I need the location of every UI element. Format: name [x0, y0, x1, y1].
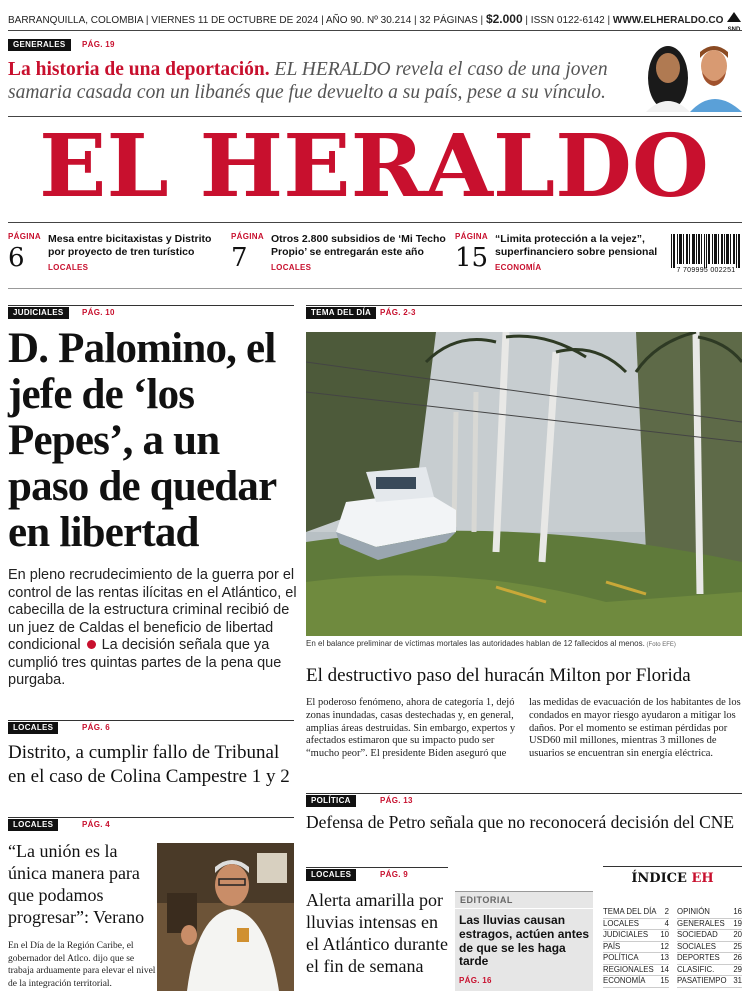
locales2-body: En el Día de la Región Caribe, el gobernador del Atlco. dijo que se trabaja arduamente para elevar el nivel de la integración territorial. — [8, 941, 156, 989]
teaser-2-label: PÁGINA — [231, 232, 264, 241]
teaser-3-label: PÁGINA — [455, 232, 488, 241]
lead-page: PÁG. 10 — [82, 308, 115, 317]
index-row[interactable] — [603, 930, 669, 942]
eh-logo: EH — [691, 871, 714, 886]
teaser-3-section: ECONOMÍA — [495, 263, 542, 272]
index-page-number: 16 — [733, 907, 742, 916]
politica-headline[interactable]: Defensa de Petro señala que no reconocerá decisión del CNE — [306, 812, 735, 832]
banner-tag: GENERALES — [8, 39, 71, 51]
tema-page: PÁG. 2-3 — [380, 308, 416, 317]
teaser-1-page-number: 6 — [8, 243, 25, 273]
index-page-number: 12 — [660, 941, 669, 951]
editorial-page: PÁG. 16 — [459, 976, 492, 985]
index-page-number: 2 — [664, 907, 669, 916]
teaser-1-section: LOCALES — [48, 263, 89, 272]
lead-body-2: La decisión señala que ya cumplió tres quintas partes de la pena que purgaba. — [8, 637, 282, 688]
hurricane-photo-image — [306, 332, 742, 636]
index-row[interactable] — [603, 965, 669, 977]
teaser-2-section: LOCALES — [271, 263, 312, 272]
index-title — [603, 871, 742, 886]
locales3-page: PÁG. 9 — [380, 870, 409, 879]
index-section: LOCALES — [603, 918, 639, 928]
locales1-tag: LOCALES — [8, 722, 58, 734]
lead-rule — [8, 305, 294, 306]
couple-photo — [638, 38, 742, 112]
photo-caption: En el balance preliminar de víctimas mortales las autoridades hablan de 12 fallecidos al menos. (Foto EFE) — [306, 639, 676, 648]
locales2-page: PÁG. 4 — [82, 820, 111, 829]
index-row[interactable] — [677, 930, 742, 942]
locales1-rule — [8, 720, 294, 721]
website-link[interactable]: WWW.ELHERALDO.CO — [612, 15, 724, 26]
top-info-text: BARRANQUILLA, COLOMBIA | VIERNES 11 DE OCTUBRE DE 2024 | AÑO 90. Nº 30.214 | 32 PÁGINAS | — [8, 15, 486, 26]
index-section: SOCIALES — [677, 941, 716, 951]
banner-page: PÁG. 19 — [82, 40, 115, 49]
index-section: CLASIFIC. — [677, 964, 715, 974]
index-section: PAÍS — [603, 941, 621, 951]
politica-rule — [306, 793, 742, 794]
editorial-headline: Las lluvias causan estragos, actúen antes de que se les haga tarde — [459, 913, 590, 969]
photo-caption-text: En el balance preliminar de víctimas mortales las autoridades hablan de 12 fallecidos al menos. — [306, 639, 645, 648]
tema-tag: TEMA DEL DÍA — [306, 307, 376, 319]
teaser-3-text: “Limita protección a la vejez”, superfinanciero sobre pensional — [495, 233, 658, 258]
index-page-number: 10 — [660, 930, 669, 939]
index-left-column — [603, 907, 669, 988]
politica-page: PÁG. 13 — [380, 796, 413, 805]
locales3-tag: LOCALES — [306, 869, 356, 881]
banner-deck: EL HERALDO revela el caso de una joven samaria casada con un libanés que fue devuelto a su país, pese a su vínculo. — [8, 59, 608, 103]
index-row[interactable] — [677, 907, 742, 919]
teaser-1-label: PÁGINA — [8, 232, 41, 241]
index-page-number: 15 — [660, 976, 669, 985]
locales2-rule — [8, 817, 294, 818]
index-section: SOCIEDAD — [677, 930, 718, 939]
index-section: REGIONALES — [603, 964, 654, 974]
teaser-1-text: Mesa entre bicitaxistas y Distrito por proyecto de tren turístico — [48, 233, 212, 258]
teaser-2-text: Otros 2.800 subsidios de ‘Mi Techo Propio’ se entregarán este año — [271, 233, 446, 258]
teaser-1[interactable] — [8, 232, 223, 278]
index-title-text: ÍNDICE — [631, 871, 687, 886]
politica-tag: POLÍTICA — [306, 795, 356, 807]
locales1-headline[interactable]: Distrito, a cumplir fallo de Tribunal en el caso de Colina Campestre 1 y 2 — [8, 742, 290, 787]
locales3-rule — [306, 867, 448, 868]
index-page-number: 20 — [733, 930, 742, 939]
teasers-divider — [8, 288, 742, 289]
teaser-2[interactable] — [231, 232, 449, 278]
index-row[interactable] — [677, 919, 742, 931]
locales3-headline[interactable]: Alerta amarilla por lluvias intensas en el Atlántico durante el fin de semana — [306, 890, 448, 976]
top-divider — [8, 30, 742, 31]
lead-tag: JUDICIALES — [8, 307, 69, 319]
red-bullet-icon — [87, 640, 96, 649]
index-section: DEPORTES — [677, 953, 720, 962]
tema-col-1: El poderoso fenómeno, ahora de categoría 1, dejó zonas inundadas, casas destechadas y, en general, amplias áreas destruidas. Sin embargo, expertos y afectados estimaron que su impacto pudo ser “mucho peor”. El presidente Biden aseguró que — [306, 697, 516, 760]
masthead[interactable] — [38, 118, 710, 212]
locales2-headline[interactable]: “La unión es la única manera para que podamos progresar”: Verano — [8, 841, 145, 927]
hurricane-photo — [306, 332, 742, 636]
index-rule — [603, 866, 742, 867]
locales1-page: PÁG. 6 — [82, 723, 111, 732]
teaser-2-page-number: 7 — [231, 243, 248, 273]
barcode-icon — [670, 234, 742, 268]
couple-photo-image — [638, 38, 742, 112]
index-section: GENERALES — [677, 918, 725, 928]
banner-text[interactable] — [8, 58, 636, 104]
index-page-number: 26 — [733, 953, 742, 962]
index-row[interactable] — [603, 942, 669, 954]
index-row[interactable] — [603, 907, 669, 919]
lead-headline[interactable]: D. Palomino, el jefe de ‘los Pepes’, a un paso de quedar en libertad — [8, 325, 276, 556]
tema-headline[interactable]: El destructivo paso del huracán Milton por Florida — [306, 665, 691, 686]
index-row[interactable] — [603, 919, 669, 931]
masthead-text: EL HERALDO — [39, 118, 709, 212]
teaser-3-page-number: 15 — [455, 243, 489, 273]
tema-col-2: las medidas de evacuación de los habitantes de los condados en mayor riesgo ayudaron a mitigar los daños. Por el momento se estiman pérdidas por USD60 mil millones, mientras 3 millones de usuarios se encuentran sin energía eléctrica. — [529, 697, 741, 760]
tema-rule — [306, 305, 742, 306]
snd-icon — [726, 11, 742, 23]
editorial-tag: EDITORIAL — [460, 895, 513, 905]
index-section: POLÍTICA — [603, 953, 639, 962]
index-row[interactable] — [677, 942, 742, 954]
index-page-number: 14 — [660, 964, 669, 974]
index-section: JUDICIALES — [603, 930, 649, 939]
locales2-tag: LOCALES — [8, 819, 58, 831]
index-section: PASATIEMPO — [677, 976, 727, 985]
index-section: OPINIÓN — [677, 907, 710, 916]
teaser-3[interactable] — [455, 232, 660, 278]
index-row[interactable] — [677, 965, 742, 977]
index-page-number: 13 — [660, 953, 669, 962]
lead-body-1: En pleno recrudecimiento de la guerra por el control de las rentas ilícitas en el Atlántico, el cabecilla de la estructura criminal recibió de un juez de Caldas el beneficio de libertad condicional — [8, 567, 297, 653]
index-section: ECONOMÍA — [603, 976, 646, 985]
banner-divider — [8, 116, 742, 117]
index-row[interactable] — [677, 976, 742, 988]
photo-credit: (Foto EFE — [644, 642, 674, 648]
lead-body — [8, 567, 298, 690]
barcode-number: 7 709995 002251 — [676, 267, 736, 274]
index-page-number: 25 — [733, 941, 742, 951]
index-row[interactable] — [603, 976, 669, 988]
top-info-rest: | ISSN 0122-6142 | — [522, 15, 613, 26]
verano-photo-image — [157, 843, 294, 991]
index-page-number: 4 — [664, 918, 669, 928]
index-section: TEMA DEL DÍA — [603, 907, 657, 916]
editorial-divider — [455, 908, 593, 909]
banner-headline: La historia de una deportación. — [8, 59, 270, 80]
index-row[interactable] — [677, 953, 742, 965]
masthead-logo — [38, 118, 710, 212]
masthead-divider — [8, 222, 742, 223]
top-info-bar — [8, 12, 724, 26]
index-page-number: 29 — [733, 964, 742, 974]
barcode — [670, 234, 742, 278]
index-page-number: 31 — [733, 976, 742, 985]
editorial-box[interactable] — [455, 891, 593, 991]
index-box — [603, 866, 742, 994]
verano-photo — [157, 843, 294, 991]
index-right-column — [677, 907, 742, 988]
price: $2.000 — [485, 12, 523, 26]
index-row[interactable] — [603, 953, 669, 965]
index-page-number: 19 — [733, 918, 742, 928]
